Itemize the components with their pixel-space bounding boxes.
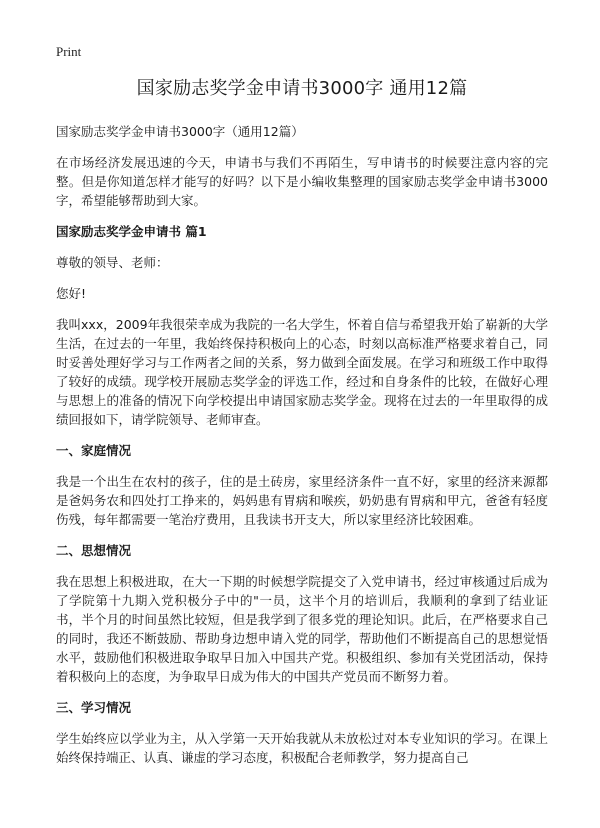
- article-heading: 国家励志奖学金申请书 篇1: [56, 224, 207, 239]
- section-body-family: 我是一个出生在农村的孩子，住的是土砖房，家里经济条件一直不好，家里的经济来源都是爸妈务农和四处打工挣来的，妈妈患有胃病和喉疾，奶奶患有胃病和甲亢，爸爸有轻度伤残，每年都需要一笔治疗费用，且我读书开支大，所以家里经济比较困难。: [56, 474, 548, 527]
- document-body: [56, 76, 548, 779]
- section-body-study: 学生始终应以学业为主，从入学第一天开始我就从未放松过对本专业知识的学习。在课上始终保持端正、认真、谦虚的学习态度，积极配合老师教学，努力提高自己: [56, 731, 548, 765]
- print-link[interactable]: Print: [56, 44, 82, 59]
- section-heading-study: 三、学习情况: [56, 700, 132, 715]
- greeting: 尊敬的领导、老师：: [56, 255, 169, 270]
- document-subtitle: 国家励志奖学金申请书3000字（通用12篇）: [56, 124, 304, 139]
- section-body-thought: 我在思想上积极进取，在大一下期的时候想学院提交了入党申请书，经过审核通过后成为了学院第十九期入党积极分子中的"一员，这半个月的培训后，我顺利的拿到了结业证书，半个月的时间虽然比较短，但是我学到了很多党的理论知识。此后，在严格要求自己的同时，我还不断鼓励、帮助身边想申请入党的同学，帮助他们不断提高自己的思想觉悟水平，鼓励他们积极进取争取早日加入中国共产党。积极组织、参加有关党团活动，保持着积极向上的态度，为争取早日成为伟大的中国共产党员而不断努力着。: [56, 574, 548, 684]
- document-title: 国家励志奖学金申请书3000字 通用12篇: [136, 78, 468, 99]
- section-heading-family: 一、家庭情况: [56, 443, 132, 458]
- intro-paragraph: 在市场经济发展迅速的今天，申请书与我们不再陌生，写申请书的时候要注意内容的完整。但是你知道怎样才能写的好吗？以下是小编收集整理的国家励志奖学金申请书3000字，希望能够帮助到大家。: [56, 155, 548, 208]
- opening-paragraph: 我叫xxx，2009年我很荣幸成为我院的一名大学生，怀着自信与希望我开始了崭新的大学生活，在过去的一年里，我始终保持积极向上的心态，时刻以高标准严格要求着自己，同时妥善处理好学习与工作两者之间的关系，努力做到全面发展。在学习和班级工作中取得了较好的成绩。现学校开展励志奖学金的评选工作，经过和自身条件的比较，在做好心理与思想上的准备的情况下向学校提出申请国家励志奖学金。现将在过去的一年里取得的成绩回报如下，请学院领导、老师审查。: [56, 317, 548, 427]
- section-heading-thought: 二、思想情况: [56, 543, 132, 558]
- hello-line: 您好!: [56, 286, 87, 301]
